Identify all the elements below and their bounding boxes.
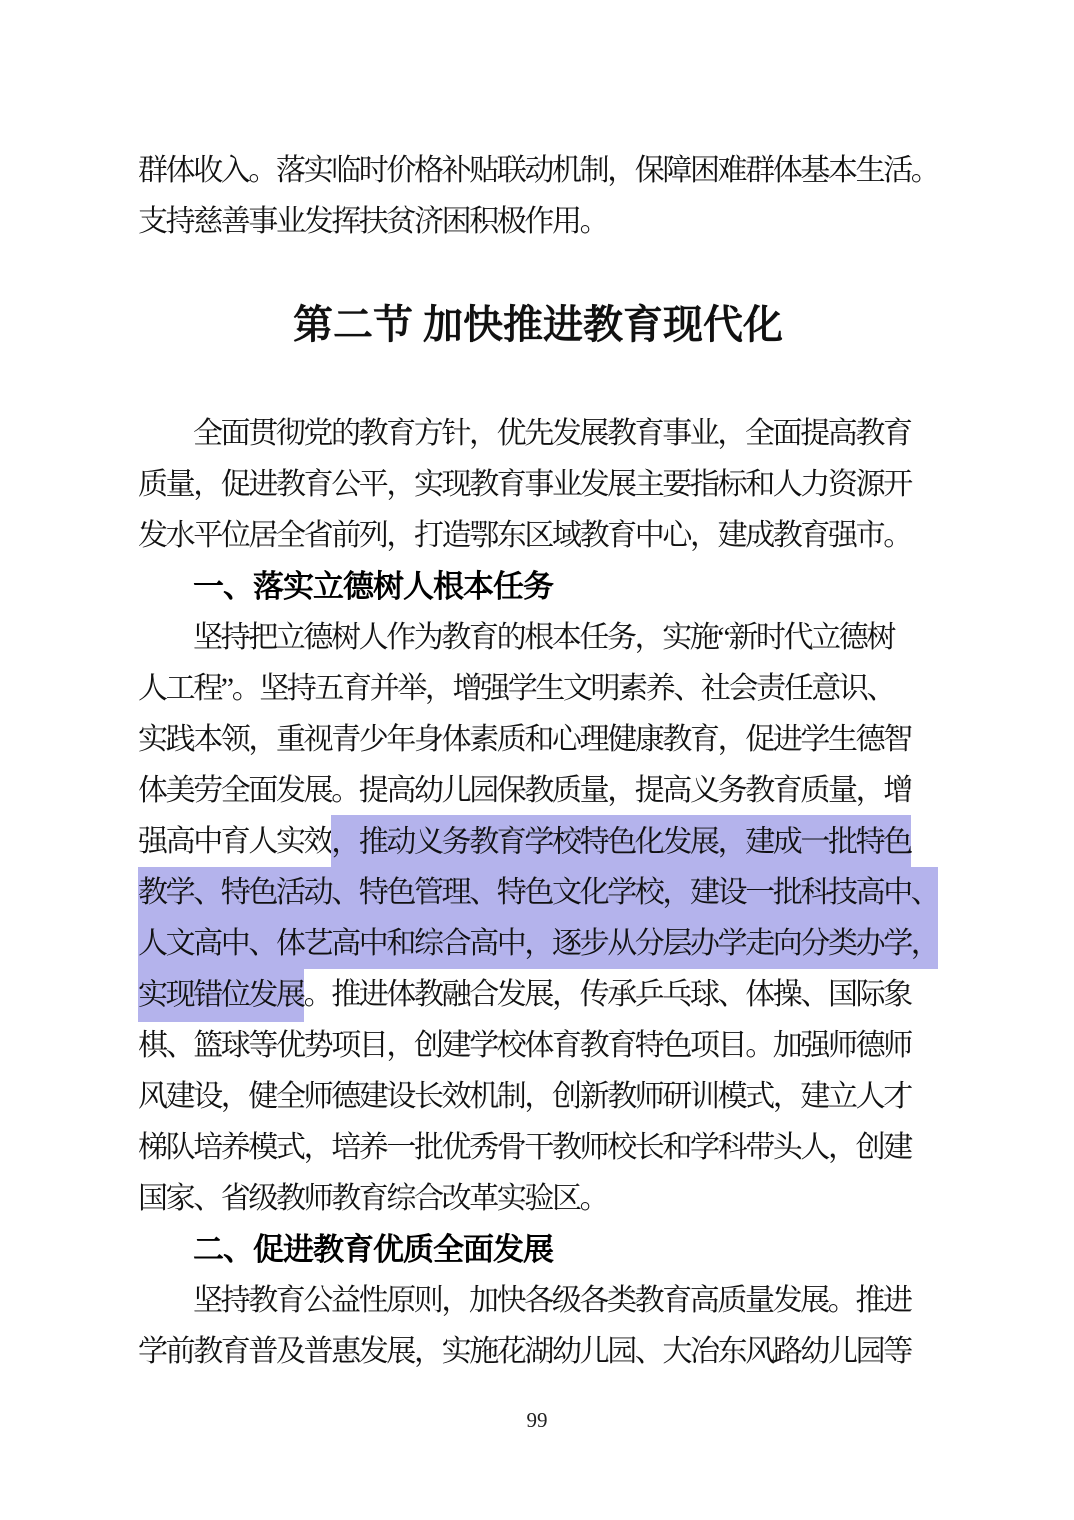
text-line [138, 145, 938, 196]
text-segment: 支持慈善事业发挥扶贫济困积极作用。 [138, 205, 608, 238]
text-segment: 学前教育普及普惠发展，实施花湖幼儿园、大冶东风路幼儿园等 [138, 1335, 911, 1368]
highlighted-segment: ，推动义务教育学校特色化发展，建成一批特色 [331, 815, 911, 869]
text-line [138, 1020, 938, 1071]
text-segment: 坚持把立德树人作为教育的根本任务，实施“新时代立德树 [193, 621, 894, 654]
text-segment: 群体收入。落实临时价格补贴联动机制，保障困难群体基本生活。 [138, 154, 939, 187]
paragraph-lideshuren [138, 612, 938, 1224]
text-segment: 全面贯彻党的教育方针，优先发展教育事业，全面提高教育 [193, 417, 911, 450]
text-line [138, 1122, 938, 1173]
text-segment: 体美劳全面发展。提高幼儿园保教质量，提高义务教育质量，增 [138, 774, 911, 807]
section-heading: 第二节 加快推进教育现代化 [293, 302, 783, 347]
text-line [138, 510, 938, 561]
paragraph-quality-development [138, 1275, 938, 1377]
text-segment: 国家、省级教师教育综合改革实验区。 [138, 1182, 608, 1215]
highlighted-segment: 实现错位发展 [138, 968, 304, 1022]
sub-heading-2: 二、促进教育优质全面发展 [193, 1232, 553, 1267]
text-segment: 风建设，健全师德建设长效机制，创新教师研训模式，建立人才 [138, 1080, 911, 1113]
text-segment: 人工程”。坚持五育并举，增强学生文明素养、社会责任意识、 [138, 672, 895, 705]
text-segment: 棋、篮球等优势项目，创建学校体育教育特色项目。加强师德师 [138, 1029, 911, 1062]
paragraph-continued [138, 145, 938, 247]
text-segment: 实践本领，重视青少年身体素质和心理健康教育，促进学生德智 [138, 723, 911, 756]
sub-heading-1: 一、落实立德树人根本任务 [193, 569, 553, 604]
text-segment: 。推进体教融合发展，传承乒乓球、体操、国际象 [303, 978, 911, 1011]
text-line [138, 816, 938, 867]
text-segment: 梯队培养模式，培养一批优秀骨干教师校长和学科带头人，创建 [138, 1131, 911, 1164]
text-line [138, 1275, 938, 1326]
text-line [138, 1173, 938, 1224]
text-line [138, 1326, 938, 1377]
text-line [138, 969, 938, 1020]
text-line [138, 714, 938, 765]
document-content [138, 145, 938, 1377]
text-line [138, 459, 938, 510]
highlighted-segment: 教学、特色活动、特色管理、特色文化学校，建设一批科技高中、 [138, 876, 939, 909]
text-line [138, 196, 938, 247]
text-segment: 质量，促进教育公平，实现教育事业发展主要指标和人力资源开 [138, 468, 911, 501]
text-line [138, 1071, 938, 1122]
text-line [138, 408, 938, 459]
text-line [138, 867, 938, 918]
page-number: 99 [526, 1408, 548, 1432]
text-segment: 发水平位居全省前列，打造鄂东区域教育中心，建成教育强市。 [138, 519, 911, 552]
text-segment: 坚持教育公益性原则，加快各级各类教育高质量发展。推进 [193, 1284, 911, 1317]
text-line [138, 918, 938, 969]
text-segment: 强高中育人实效 [138, 825, 332, 858]
highlighted-segment: 人文高中、体艺高中和综合高中，逐步从分层办学走向分类办学， [138, 927, 939, 960]
text-line [138, 612, 938, 663]
text-line [138, 663, 938, 714]
text-line [138, 765, 938, 816]
paragraph-overview [138, 408, 938, 561]
